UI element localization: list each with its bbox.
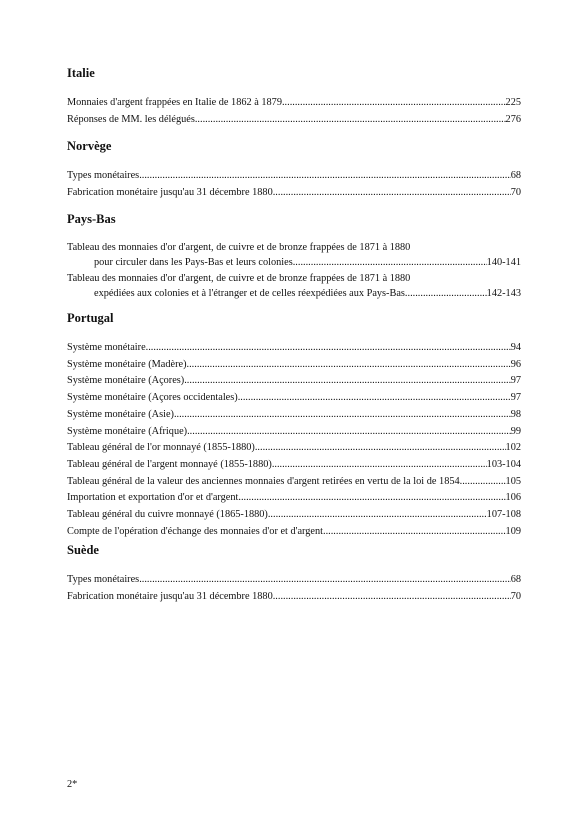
entry-page-number: 97 — [510, 375, 521, 387]
entry-page-number: 70 — [510, 590, 521, 602]
entry-label: Compte de l'opération d'échange des monnaies d'or et d'argent — [67, 525, 323, 537]
entry-page-number: 68 — [510, 170, 521, 181]
dot-leader — [323, 524, 506, 541]
entry-page-number: 225 — [505, 97, 521, 108]
toc-entry — [67, 589, 521, 606]
entry-label: Types monétaires — [67, 574, 140, 585]
section-heading: Portugal — [67, 311, 114, 325]
toc-entry — [67, 457, 521, 474]
dot-leader — [174, 407, 511, 424]
dot-leader — [255, 440, 506, 457]
entry-page-number: 99 — [510, 425, 521, 437]
toc-entry — [67, 373, 521, 390]
entry-page-number: 276 — [505, 113, 521, 125]
entry-label-line1: Tableau des monnaies d'or d'argent, de cuivre et de bronze frappées de 1871 à 1880 — [67, 272, 411, 284]
entry-page-number: 70 — [510, 186, 521, 198]
toc-entry — [67, 490, 521, 507]
entry-label: expédiées aux colonies et à l'étranger et de celles réexpédiées aux Pays-Bas — [94, 287, 405, 299]
toc-entry — [67, 507, 521, 524]
entry-label: Tableau général de l'argent monnayé (1855-1880) — [67, 458, 272, 470]
entry-page-number: 68 — [510, 574, 521, 585]
toc-entry — [67, 440, 521, 457]
toc-entry — [67, 572, 521, 589]
section-italie — [67, 66, 521, 128]
dot-leader — [282, 95, 506, 112]
dot-leader — [293, 255, 487, 272]
dot-leader — [460, 474, 506, 491]
section-heading: Norvège — [67, 139, 112, 153]
toc-entry — [67, 390, 521, 407]
toc-entry — [67, 524, 521, 541]
dot-leader — [146, 340, 511, 357]
entry-label: Système monétaire — [67, 342, 146, 353]
section-heading: Italie — [67, 66, 95, 80]
entry-label: Système monétaire (Açores occidentales) — [67, 392, 238, 404]
entry-page-number: 106 — [505, 492, 521, 504]
entry-label: Monnaies d'argent frappées en Italie de 1862 à 1879 — [67, 97, 282, 108]
dot-leader — [238, 490, 505, 507]
dot-leader — [238, 390, 511, 407]
toc-entry — [67, 424, 521, 441]
entry-page-number: 102 — [505, 442, 521, 454]
dot-leader — [273, 185, 511, 202]
entry-page-number: 107-108 — [486, 509, 521, 521]
toc-entry — [67, 357, 521, 374]
entry-label: Système monétaire (Asie) — [67, 408, 174, 420]
section-norvege — [67, 139, 521, 201]
section-suede — [67, 543, 521, 605]
toc-entry — [67, 241, 521, 272]
section-heading: Suède — [67, 543, 99, 557]
entry-page-number: 94 — [510, 342, 521, 353]
toc-entry — [67, 340, 521, 357]
toc-entry — [67, 185, 521, 202]
entry-page-number: 109 — [505, 525, 521, 537]
dot-leader — [195, 112, 506, 129]
section-pays-bas — [67, 212, 521, 302]
entry-page-number: 96 — [510, 358, 521, 370]
entry-page-number: 103-104 — [486, 458, 521, 470]
entry-label: Fabrication monétaire jusqu'au 31 décembre 1880 — [67, 186, 273, 198]
entry-page-number: 98 — [510, 408, 521, 420]
entry-page-number: 142-143 — [486, 287, 521, 299]
toc-entry — [67, 407, 521, 424]
toc-entry — [67, 168, 521, 185]
dot-leader — [268, 507, 487, 524]
entry-label: Réponses de MM. les délégués — [67, 113, 195, 125]
dot-leader — [139, 572, 511, 589]
entry-page-number: 97 — [510, 392, 521, 404]
dot-leader — [187, 424, 511, 441]
entry-label: Tableau général de l'or monnayé (1855-1880) — [67, 442, 255, 454]
page-footer: 2* — [67, 779, 78, 790]
dot-leader — [273, 589, 511, 606]
entry-label: Fabrication monétaire jusqu'au 31 décembre 1880 — [67, 590, 273, 602]
dot-leader — [139, 168, 511, 185]
dot-leader — [405, 286, 487, 303]
entry-label: Tableau général de la valeur des anciennes monnaies d'argent retirées en vertu de la loi de 1854 — [67, 475, 460, 487]
toc-entry — [67, 474, 521, 491]
entry-label: pour circuler dans les Pays-Bas et leurs colonies — [94, 257, 293, 268]
entry-label: Système monétaire (Madère) — [67, 358, 187, 370]
dot-leader — [272, 457, 487, 474]
entry-label: Importation et exportation d'or et d'argent — [67, 492, 239, 504]
entry-label: Système monétaire (Afrique) — [67, 425, 188, 437]
entry-page-number: 140-141 — [486, 257, 521, 268]
toc-entry — [67, 112, 521, 129]
toc-entry — [67, 272, 521, 303]
entry-label-line1: Tableau des monnaies d'or d'argent, de cuivre et de bronze frappées de 1871 à 1880 — [67, 242, 411, 253]
entry-label: Types monétaires — [67, 170, 140, 181]
section-heading: Pays-Bas — [67, 212, 116, 226]
entry-page-number: 105 — [505, 475, 521, 487]
section-portugal — [67, 311, 521, 540]
dot-leader — [184, 373, 510, 390]
toc-entry — [67, 95, 521, 112]
dot-leader — [187, 357, 511, 374]
entry-label: Tableau général du cuivre monnayé (1865-1880) — [67, 509, 268, 521]
entry-label: Système monétaire (Açores) — [67, 375, 185, 387]
